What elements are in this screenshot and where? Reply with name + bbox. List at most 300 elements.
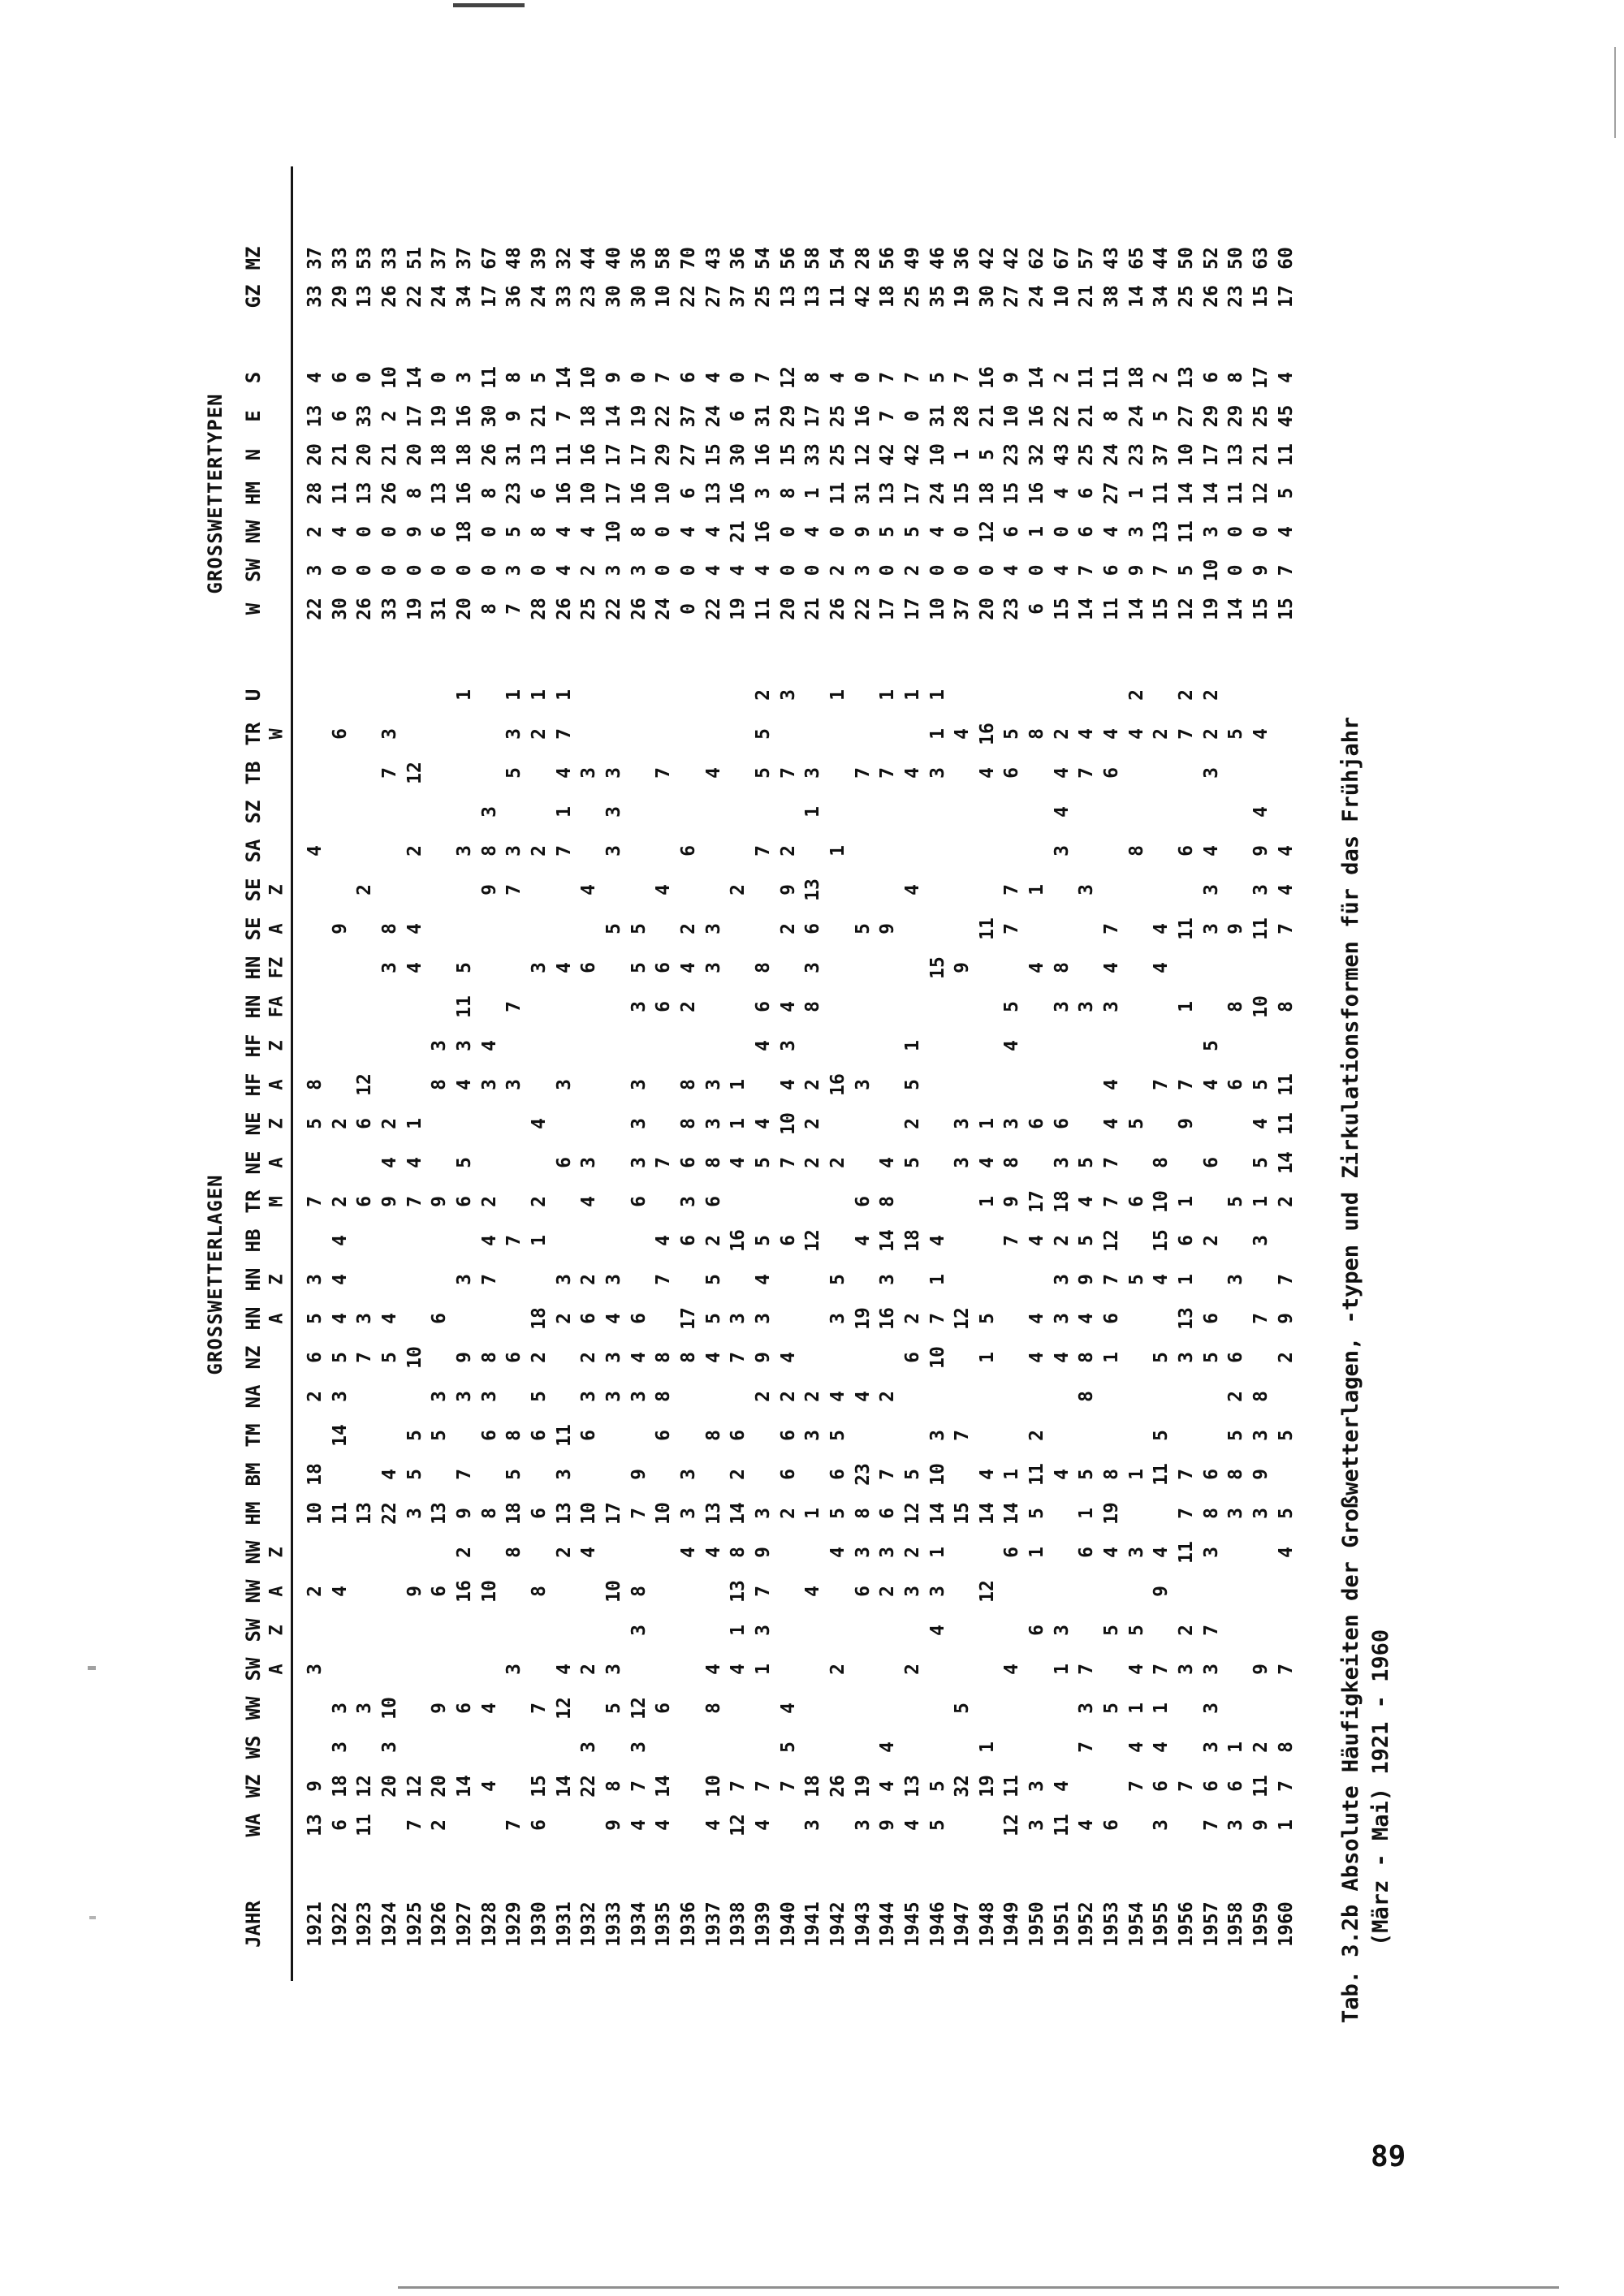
value-1945-nea: 5 bbox=[901, 1157, 923, 1168]
value-1934-ws: 3 bbox=[628, 1741, 650, 1753]
value-1930-wz: 15 bbox=[528, 1775, 550, 1798]
value-1956-wz: 7 bbox=[1176, 1780, 1198, 1792]
value-1937-nez: 3 bbox=[702, 1118, 724, 1129]
value-1925-tb: 12 bbox=[404, 762, 425, 784]
value-1936-hfa: 8 bbox=[677, 1079, 699, 1090]
value-1933-tb: 3 bbox=[603, 767, 624, 779]
value-1949-mz: 42 bbox=[1001, 247, 1023, 270]
value-1934-ww: 12 bbox=[628, 1697, 650, 1720]
value-1945-wa: 4 bbox=[901, 1819, 923, 1831]
value-1959-n: 21 bbox=[1250, 443, 1272, 466]
value-1949-nw: 6 bbox=[1001, 526, 1023, 537]
value-1943-mz: 28 bbox=[852, 247, 874, 270]
value-1928-trm: 2 bbox=[478, 1196, 500, 1207]
col-header-swa: SW bbox=[242, 1657, 265, 1681]
value-1921-e: 13 bbox=[304, 404, 326, 428]
value-1941-e: 17 bbox=[802, 404, 824, 428]
value-1926-wz: 20 bbox=[429, 1775, 451, 1798]
value-1929-swa: 3 bbox=[503, 1664, 525, 1675]
value-1932-hnfz: 6 bbox=[578, 962, 600, 973]
value-1947-nez: 3 bbox=[952, 1118, 974, 1129]
value-1951-nez: 6 bbox=[1051, 1118, 1073, 1129]
value-1939-nw: 16 bbox=[752, 520, 774, 543]
value-1929-w: 7 bbox=[503, 603, 525, 615]
year-label-1931: 1931 bbox=[553, 1901, 575, 1947]
value-1931-nea: 6 bbox=[553, 1157, 575, 1168]
value-1933-wa: 9 bbox=[603, 1819, 624, 1831]
value-1933-hm: 17 bbox=[603, 1502, 624, 1525]
value-1921-wz: 9 bbox=[304, 1780, 326, 1792]
value-1921-n: 20 bbox=[304, 443, 326, 466]
value-1954-w: 14 bbox=[1125, 598, 1147, 620]
value-1959-sz: 4 bbox=[1250, 806, 1272, 818]
value-1922-n: 21 bbox=[329, 443, 351, 466]
value-1926-sw: 0 bbox=[429, 564, 451, 576]
year-label-1937: 1937 bbox=[702, 1901, 724, 1947]
value-1947-n: 1 bbox=[952, 449, 974, 460]
value-1928-sa: 8 bbox=[478, 845, 500, 857]
value-1945-hb: 18 bbox=[901, 1229, 923, 1252]
value-1931-gz: 33 bbox=[553, 285, 575, 308]
value-1953-nw: 4 bbox=[1101, 526, 1123, 537]
value-1943-hmt: 31 bbox=[852, 481, 874, 505]
value-1948-hna: 5 bbox=[976, 1313, 998, 1324]
col-header-swz: SW bbox=[242, 1618, 265, 1642]
value-1934-na: 3 bbox=[628, 1391, 650, 1402]
value-1942-nea: 2 bbox=[827, 1157, 849, 1168]
value-1950-hna: 4 bbox=[1026, 1313, 1048, 1324]
value-1932-mz: 44 bbox=[578, 247, 600, 270]
value-1932-nea: 3 bbox=[578, 1157, 600, 1168]
value-1953-hmt: 27 bbox=[1101, 481, 1123, 505]
value-1952-wa: 4 bbox=[1076, 1819, 1098, 1831]
col-header-trm: TR bbox=[242, 1189, 265, 1214]
value-1939-hm: 3 bbox=[752, 1508, 774, 1519]
value-1952-bm: 5 bbox=[1076, 1469, 1098, 1480]
value-1927-n: 18 bbox=[453, 443, 475, 466]
value-1960-hm: 5 bbox=[1275, 1508, 1297, 1519]
value-1933-e: 14 bbox=[603, 404, 624, 428]
value-1942-u: 1 bbox=[827, 689, 849, 701]
value-1924-hna: 4 bbox=[378, 1313, 400, 1324]
value-1959-ws: 2 bbox=[1250, 1741, 1272, 1753]
value-1936-hna: 17 bbox=[677, 1307, 699, 1330]
value-1956-u: 2 bbox=[1176, 689, 1198, 701]
value-1946-mz: 46 bbox=[926, 247, 948, 270]
value-1937-gz: 27 bbox=[702, 285, 724, 308]
value-1930-s: 5 bbox=[528, 372, 550, 383]
value-1935-hb: 4 bbox=[653, 1235, 675, 1246]
value-1946-sw: 0 bbox=[926, 564, 948, 576]
value-1927-wz: 14 bbox=[453, 1775, 475, 1798]
value-1934-nez: 3 bbox=[628, 1118, 650, 1129]
value-1947-nw: 0 bbox=[952, 526, 974, 537]
value-1960-w: 15 bbox=[1275, 598, 1297, 620]
value-1940-bm: 6 bbox=[777, 1469, 799, 1480]
value-1923-nw: 0 bbox=[354, 526, 376, 537]
value-1922-sea: 9 bbox=[329, 923, 351, 934]
value-1940-ws: 5 bbox=[777, 1741, 799, 1753]
year-label-1942: 1942 bbox=[827, 1901, 849, 1947]
value-1956-mz: 50 bbox=[1176, 247, 1198, 270]
col-subheader-nwz: Z bbox=[266, 1547, 287, 1558]
year-label-1921: 1921 bbox=[304, 1901, 326, 1947]
value-1933-swa: 3 bbox=[603, 1664, 624, 1675]
value-1945-u: 1 bbox=[901, 689, 923, 701]
value-1935-hmt: 10 bbox=[653, 481, 675, 505]
value-1925-w: 19 bbox=[404, 598, 425, 620]
value-1928-n: 26 bbox=[478, 443, 500, 466]
value-1943-sea: 5 bbox=[852, 923, 874, 934]
value-1951-hna: 3 bbox=[1051, 1313, 1073, 1324]
value-1944-tb: 7 bbox=[877, 767, 899, 779]
value-1950-s: 14 bbox=[1026, 366, 1048, 389]
value-1954-n: 23 bbox=[1125, 443, 1147, 466]
value-1932-ws: 3 bbox=[578, 1741, 600, 1753]
value-1960-hfa: 11 bbox=[1275, 1073, 1297, 1096]
value-1958-mz: 50 bbox=[1225, 247, 1247, 270]
year-label-1930: 1930 bbox=[528, 1901, 550, 1947]
value-1939-n: 16 bbox=[752, 443, 774, 466]
value-1922-trm: 2 bbox=[329, 1196, 351, 1207]
value-1955-hnz: 4 bbox=[1151, 1274, 1173, 1285]
value-1937-e: 24 bbox=[702, 404, 724, 428]
value-1950-tm: 2 bbox=[1026, 1430, 1048, 1441]
value-1928-e: 30 bbox=[478, 404, 500, 428]
value-1950-sez: 1 bbox=[1026, 884, 1048, 896]
value-1931-w: 26 bbox=[553, 598, 575, 620]
value-1946-hna: 7 bbox=[926, 1313, 948, 1324]
value-1926-na: 3 bbox=[429, 1391, 451, 1402]
table-caption bbox=[1338, 562, 1393, 2023]
value-1960-mz: 60 bbox=[1275, 247, 1297, 270]
value-1926-trm: 9 bbox=[429, 1196, 451, 1207]
value-1949-hmt: 15 bbox=[1001, 481, 1023, 505]
value-1937-tb: 4 bbox=[702, 767, 724, 779]
value-1948-e: 21 bbox=[976, 404, 998, 428]
value-1932-wz: 22 bbox=[578, 1775, 600, 1798]
col-subheader-nwa: A bbox=[266, 1586, 287, 1597]
value-1934-s: 0 bbox=[628, 372, 650, 383]
value-1928-hm: 8 bbox=[478, 1508, 500, 1519]
value-1931-hmt: 16 bbox=[553, 481, 575, 505]
value-1942-gz: 11 bbox=[827, 285, 849, 308]
value-1925-nez: 1 bbox=[404, 1118, 425, 1129]
value-1956-hmt: 14 bbox=[1176, 481, 1198, 505]
value-1934-nwa: 8 bbox=[628, 1586, 650, 1597]
value-1925-gz: 22 bbox=[404, 285, 425, 308]
value-1950-nz: 4 bbox=[1026, 1352, 1048, 1363]
value-1951-w: 15 bbox=[1051, 598, 1073, 620]
value-1943-tb: 7 bbox=[852, 767, 874, 779]
col-header-s: S bbox=[242, 371, 265, 384]
value-1932-s: 10 bbox=[578, 366, 600, 389]
value-1958-w: 14 bbox=[1225, 598, 1247, 620]
value-1938-sez: 2 bbox=[728, 884, 749, 896]
value-1960-wa: 1 bbox=[1275, 1819, 1297, 1831]
value-1957-n: 17 bbox=[1200, 443, 1222, 466]
value-1960-nw: 4 bbox=[1275, 526, 1297, 537]
value-1939-hnz: 4 bbox=[752, 1274, 774, 1285]
value-1940-hb: 6 bbox=[777, 1235, 799, 1246]
value-1926-nwa: 6 bbox=[429, 1586, 451, 1597]
value-1939-u: 2 bbox=[752, 689, 774, 701]
value-1947-tm: 7 bbox=[952, 1430, 974, 1441]
col-header-u: U bbox=[242, 688, 265, 701]
value-1928-hfz: 4 bbox=[478, 1040, 500, 1051]
value-1957-wa: 7 bbox=[1200, 1819, 1222, 1831]
value-1921-wa: 13 bbox=[304, 1814, 326, 1836]
value-1933-na: 3 bbox=[603, 1391, 624, 1402]
value-1929-e: 9 bbox=[503, 410, 525, 422]
value-1931-s: 14 bbox=[553, 366, 575, 389]
value-1949-wz: 11 bbox=[1001, 1775, 1023, 1798]
value-1956-n: 10 bbox=[1176, 443, 1198, 466]
value-1944-gz: 18 bbox=[877, 285, 899, 308]
value-1941-na: 2 bbox=[802, 1391, 824, 1402]
value-1954-nw: 3 bbox=[1125, 526, 1147, 537]
col-header-hfa: HF bbox=[242, 1072, 265, 1097]
value-1937-nea: 8 bbox=[702, 1157, 724, 1168]
value-1926-n: 18 bbox=[429, 443, 451, 466]
value-1925-wz: 12 bbox=[404, 1775, 425, 1798]
value-1945-gz: 25 bbox=[901, 285, 923, 308]
col-header-sz: SZ bbox=[242, 800, 265, 824]
year-label-1926: 1926 bbox=[429, 1901, 451, 1947]
value-1948-bm: 4 bbox=[976, 1469, 998, 1480]
value-1925-mz: 51 bbox=[404, 247, 425, 270]
value-1957-hfz: 5 bbox=[1200, 1040, 1222, 1051]
value-1948-n: 5 bbox=[976, 449, 998, 460]
value-1954-nwz: 3 bbox=[1125, 1547, 1147, 1558]
value-1936-mz: 70 bbox=[677, 247, 699, 270]
value-1957-swz: 7 bbox=[1200, 1625, 1222, 1636]
value-1941-s: 8 bbox=[802, 372, 824, 383]
value-1945-mz: 49 bbox=[901, 247, 923, 270]
value-1959-sez: 3 bbox=[1250, 884, 1272, 896]
value-1942-sw: 2 bbox=[827, 564, 849, 576]
value-1930-nz: 2 bbox=[528, 1352, 550, 1363]
value-1956-nz: 3 bbox=[1176, 1352, 1198, 1363]
value-1927-gz: 34 bbox=[453, 285, 475, 308]
value-1956-s: 13 bbox=[1176, 366, 1198, 389]
value-1941-sz: 1 bbox=[802, 806, 824, 818]
value-1949-hfz: 4 bbox=[1001, 1040, 1023, 1051]
value-1949-nea: 8 bbox=[1001, 1157, 1023, 1168]
value-1952-nea: 5 bbox=[1076, 1157, 1098, 1168]
value-1942-mz: 54 bbox=[827, 247, 849, 270]
value-1928-s: 11 bbox=[478, 366, 500, 389]
value-1924-nea: 4 bbox=[378, 1157, 400, 1168]
value-1945-hfa: 5 bbox=[901, 1079, 923, 1090]
col-header-nwa: NW bbox=[242, 1579, 265, 1603]
value-1936-bm: 3 bbox=[677, 1469, 699, 1480]
col-header-e: E bbox=[242, 410, 265, 422]
value-1953-s: 11 bbox=[1101, 366, 1123, 389]
value-1949-hb: 7 bbox=[1001, 1235, 1023, 1246]
value-1941-tb: 3 bbox=[802, 767, 824, 779]
value-1936-nez: 8 bbox=[677, 1118, 699, 1129]
value-1930-mz: 39 bbox=[528, 247, 550, 270]
value-1953-sea: 7 bbox=[1101, 923, 1123, 934]
value-1934-nz: 4 bbox=[628, 1352, 650, 1363]
value-1960-nez: 11 bbox=[1275, 1112, 1297, 1135]
value-1946-trw: 1 bbox=[926, 728, 948, 740]
value-1940-sa: 2 bbox=[777, 845, 799, 857]
value-1946-hm: 14 bbox=[926, 1502, 948, 1525]
value-1927-hnz: 3 bbox=[453, 1274, 475, 1285]
value-1949-n: 23 bbox=[1001, 443, 1023, 466]
value-1952-w: 14 bbox=[1076, 598, 1098, 620]
value-1936-nw: 4 bbox=[677, 526, 699, 537]
value-1924-trm: 9 bbox=[378, 1196, 400, 1207]
value-1956-sa: 6 bbox=[1176, 845, 1198, 857]
value-1960-hmt: 5 bbox=[1275, 487, 1297, 499]
col-header-nz: NZ bbox=[242, 1345, 265, 1370]
value-1944-w: 17 bbox=[877, 598, 899, 620]
value-1942-nwz: 4 bbox=[827, 1547, 849, 1558]
value-1960-hna: 9 bbox=[1275, 1313, 1297, 1324]
year-label-1940: 1940 bbox=[777, 1901, 799, 1947]
value-1930-nw: 8 bbox=[528, 526, 550, 537]
col-header-tb: TB bbox=[242, 761, 265, 785]
value-1921-sw: 3 bbox=[304, 564, 326, 576]
value-1953-swz: 5 bbox=[1101, 1625, 1123, 1636]
value-1940-nea: 7 bbox=[777, 1157, 799, 1168]
value-1926-hmt: 13 bbox=[429, 481, 451, 505]
value-1934-hnfa: 3 bbox=[628, 1001, 650, 1012]
value-1942-swa: 2 bbox=[827, 1664, 849, 1675]
value-1951-trw: 2 bbox=[1051, 728, 1073, 740]
value-1952-sw: 7 bbox=[1076, 564, 1098, 576]
value-1926-hm: 13 bbox=[429, 1502, 451, 1525]
col-header-hm: HM bbox=[242, 1501, 265, 1526]
value-1939-trw: 5 bbox=[752, 728, 774, 740]
value-1939-nez: 4 bbox=[752, 1118, 774, 1129]
value-1924-hmt: 26 bbox=[378, 481, 400, 505]
col-header-w: W bbox=[242, 602, 265, 615]
value-1941-nez: 2 bbox=[802, 1118, 824, 1129]
value-1921-hm: 10 bbox=[304, 1502, 326, 1525]
value-1921-gz: 33 bbox=[304, 285, 326, 308]
value-1937-hmt: 13 bbox=[702, 481, 724, 505]
value-1946-nwz: 1 bbox=[926, 1547, 948, 1558]
value-1943-na: 4 bbox=[852, 1391, 874, 1402]
value-1944-ws: 4 bbox=[877, 1741, 899, 1753]
value-1936-hb: 6 bbox=[677, 1235, 699, 1246]
value-1936-trm: 3 bbox=[677, 1196, 699, 1207]
value-1927-w: 20 bbox=[453, 598, 475, 620]
value-1951-hmt: 4 bbox=[1051, 487, 1073, 499]
value-1948-nw: 12 bbox=[976, 520, 998, 543]
value-1958-s: 8 bbox=[1225, 372, 1247, 383]
value-1941-n: 33 bbox=[802, 443, 824, 466]
value-1948-sea: 11 bbox=[976, 917, 998, 940]
value-1923-gz: 13 bbox=[354, 285, 376, 308]
value-1941-hb: 12 bbox=[802, 1229, 824, 1252]
value-1939-hnfa: 6 bbox=[752, 1001, 774, 1012]
value-1938-bm: 2 bbox=[728, 1469, 749, 1480]
value-1957-wz: 6 bbox=[1200, 1780, 1222, 1792]
value-1924-gz: 26 bbox=[378, 285, 400, 308]
value-1958-tm: 5 bbox=[1225, 1430, 1247, 1441]
value-1952-na: 8 bbox=[1076, 1391, 1098, 1402]
value-1937-ww: 8 bbox=[702, 1703, 724, 1714]
value-1938-nea: 4 bbox=[728, 1157, 749, 1168]
value-1941-hfa: 2 bbox=[802, 1079, 824, 1090]
col-subheader-hfz: Z bbox=[266, 1040, 287, 1051]
value-1952-trm: 4 bbox=[1076, 1196, 1098, 1207]
year-label-1949: 1949 bbox=[1001, 1901, 1023, 1947]
value-1951-hnfz: 8 bbox=[1051, 962, 1073, 973]
col-header-ws: WS bbox=[242, 1735, 265, 1759]
value-1954-u: 2 bbox=[1125, 689, 1147, 701]
col-header-trw: TR bbox=[242, 722, 265, 746]
value-1952-s: 11 bbox=[1076, 366, 1098, 389]
col-header-nwz: NW bbox=[242, 1540, 265, 1564]
value-1948-nez: 1 bbox=[976, 1118, 998, 1129]
value-1924-ww: 10 bbox=[378, 1697, 400, 1720]
value-1936-hmt: 6 bbox=[677, 487, 699, 499]
value-1953-hb: 12 bbox=[1101, 1229, 1123, 1252]
value-1944-na: 2 bbox=[877, 1391, 899, 1402]
value-1935-hnz: 7 bbox=[653, 1274, 675, 1285]
year-label-1935: 1935 bbox=[653, 1901, 675, 1947]
value-1932-e: 18 bbox=[578, 404, 600, 428]
value-1957-nwz: 3 bbox=[1200, 1547, 1222, 1558]
value-1928-nw: 0 bbox=[478, 526, 500, 537]
value-1946-wz: 5 bbox=[926, 1780, 948, 1792]
value-1949-w: 23 bbox=[1001, 598, 1023, 620]
value-1929-n: 31 bbox=[503, 443, 525, 466]
value-1958-n: 13 bbox=[1225, 443, 1247, 466]
value-1947-hnfz: 9 bbox=[952, 962, 974, 973]
value-1930-hb: 1 bbox=[528, 1235, 550, 1246]
value-1932-swa: 2 bbox=[578, 1664, 600, 1675]
value-1933-nz: 3 bbox=[603, 1352, 624, 1363]
value-1953-n: 24 bbox=[1101, 443, 1123, 466]
value-1956-e: 27 bbox=[1176, 404, 1198, 428]
value-1942-hna: 3 bbox=[827, 1313, 849, 1324]
value-1931-hna: 2 bbox=[553, 1313, 575, 1324]
value-1953-nwz: 4 bbox=[1101, 1547, 1123, 1558]
value-1949-hm: 14 bbox=[1001, 1502, 1023, 1525]
value-1929-tm: 8 bbox=[503, 1430, 525, 1441]
value-1946-tb: 3 bbox=[926, 767, 948, 779]
value-1925-nz: 10 bbox=[404, 1346, 425, 1369]
value-1949-swa: 4 bbox=[1001, 1664, 1023, 1675]
value-1924-sea: 8 bbox=[378, 923, 400, 934]
col-subheader-trm: M bbox=[266, 1196, 287, 1207]
value-1934-gz: 30 bbox=[628, 285, 650, 308]
value-1943-nwa: 6 bbox=[852, 1586, 874, 1597]
value-1931-mz: 32 bbox=[553, 247, 575, 270]
value-1957-e: 29 bbox=[1200, 404, 1222, 428]
value-1954-nez: 5 bbox=[1125, 1118, 1147, 1129]
value-1955-wa: 3 bbox=[1151, 1819, 1173, 1831]
value-1939-sa: 7 bbox=[752, 845, 774, 857]
value-1924-trw: 3 bbox=[378, 728, 400, 740]
value-1944-e: 7 bbox=[877, 410, 899, 422]
value-1939-na: 2 bbox=[752, 1391, 774, 1402]
value-1954-gz: 14 bbox=[1125, 285, 1147, 308]
value-1939-nz: 9 bbox=[752, 1352, 774, 1363]
value-1944-hm: 6 bbox=[877, 1508, 899, 1519]
value-1938-hmt: 16 bbox=[728, 481, 749, 505]
value-1941-nwa: 4 bbox=[802, 1586, 824, 1597]
value-1945-hna: 2 bbox=[901, 1313, 923, 1324]
year-label-1934: 1934 bbox=[628, 1901, 650, 1947]
